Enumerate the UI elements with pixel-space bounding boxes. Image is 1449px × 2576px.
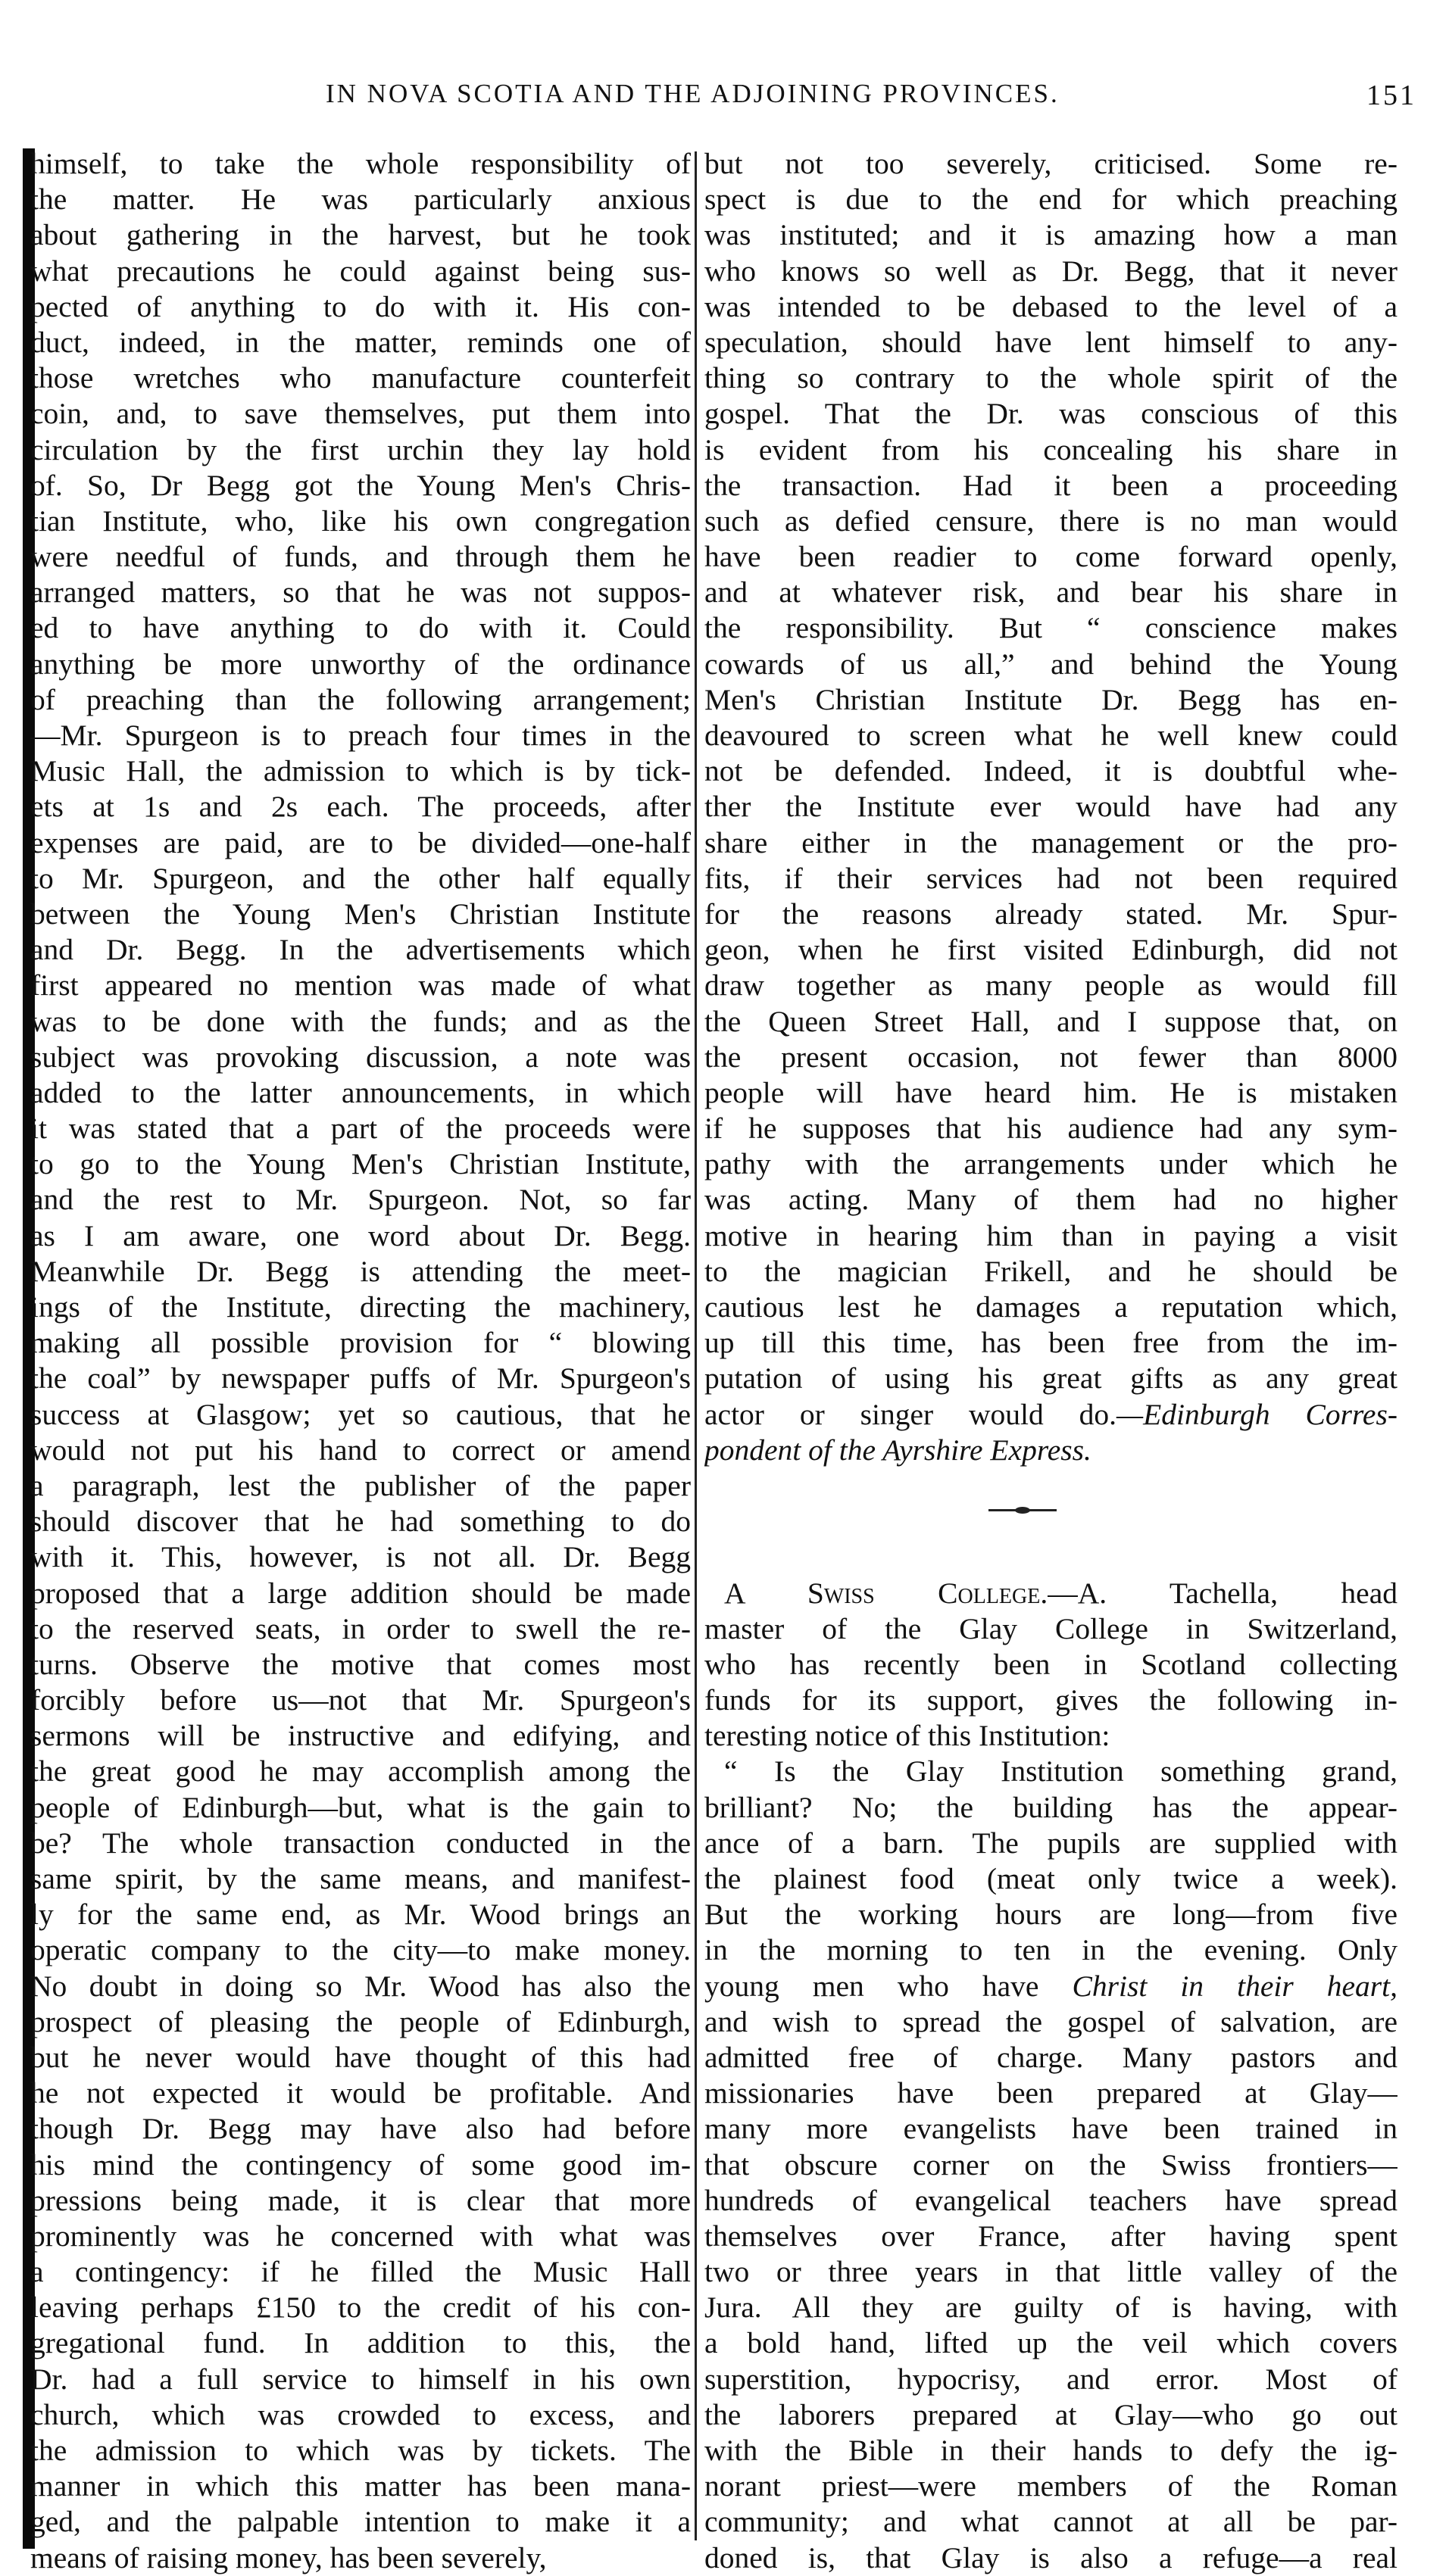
text-line: speculation, should have lent himself to any- — [704, 325, 1397, 359]
text-line: missionaries have been prepared at Glay— — [704, 2076, 1397, 2110]
text-line: forcibly before us—not that Mr. Spurgeon's — [30, 1683, 691, 1717]
text-line: “ Is the Glay Institution something grand, — [724, 1754, 1397, 1789]
text-line: who knows so well as Dr. Begg, that it never — [704, 254, 1397, 288]
text-line: the coal” by newspaper puffs of Mr. Spurgeon's — [30, 1361, 691, 1396]
text-line: admitted free of charge. Many pastors and — [704, 2040, 1397, 2074]
text-line: duct, indeed, in the matter, reminds one of — [30, 325, 691, 359]
text-line: motive in hearing him than in paying a visit — [704, 1218, 1397, 1252]
text-line: a paragraph, lest the publisher of the paper — [30, 1468, 691, 1502]
correspondent-signature: —Edinburgh Corres- — [1116, 1397, 1397, 1431]
text-line: as I am aware, one word about Dr. Begg. — [30, 1218, 691, 1252]
text-line: pathy with the arrangements under which he — [704, 1147, 1397, 1181]
text-line: though Dr. Begg may have also had before — [30, 2112, 691, 2146]
text-line: would not put his hand to correct or amend — [30, 1433, 691, 1467]
text-line — [704, 1576, 1397, 1611]
text-line: two or three years in that little valley of the — [704, 2255, 1397, 2289]
text-line: Meanwhile Dr. Begg is attending the meet- — [30, 1254, 691, 1288]
text-line: the matter. He was particularly anxious — [30, 182, 691, 217]
text-line: but not too severely, criticised. Some re- — [704, 147, 1397, 180]
text-line: and Dr. Begg. In the advertisements which — [30, 933, 691, 967]
text-line: to the magician Frikell, and he should be — [704, 1254, 1397, 1288]
text-line: But the working hours are long—from five — [704, 1898, 1397, 1932]
text-line: but he never would have thought of this had — [30, 2040, 691, 2074]
right-column — [704, 146, 1397, 2576]
text-line: he not expected it would be profitable. And — [30, 2076, 691, 2110]
text-line: same spirit, by the same means, and manifest- — [30, 1862, 691, 1895]
text-line: making all possible provision for “ blowing — [30, 1326, 691, 1360]
column-divider — [695, 151, 697, 2540]
text-line: manner in which this matter has been mana- — [30, 2469, 691, 2503]
text-line: that obscure corner on the Swiss frontiers— — [704, 2147, 1397, 2181]
text-line: the great good he may accomplish among the — [30, 1754, 691, 1789]
text-line: of. So, Dr Begg got the Young Men's Chris- — [30, 468, 691, 502]
correspondent-signature: pondent of the Ayrshire Express. — [704, 1433, 1091, 1467]
italic-phrase: Christ in their heart, — [1072, 1969, 1397, 2003]
text-line: up till this time, has been free from the im- — [704, 1326, 1397, 1360]
text-line: putation of using his great gifts as any great — [704, 1361, 1397, 1396]
text-line: people of Edinburgh—but, what is the gain to — [30, 1790, 691, 1824]
text-line: church, which was crowded to excess, and — [30, 2397, 691, 2431]
text-line: to the reserved seats, in order to swell the re- — [30, 1611, 691, 1645]
text-line: is evident from his concealing his share in — [704, 432, 1397, 466]
text-line: doned is, that Glay is also a refuge—a real — [704, 2540, 1397, 2574]
section-heading: A Swiss College. — [724, 1576, 1048, 1610]
text-line: draw together as many people as would fill — [704, 968, 1397, 1003]
text-line: between the Young Men's Christian Institute — [30, 897, 691, 931]
text-line: No doubt in doing so Mr. Wood has also the — [30, 1969, 691, 2003]
text-line — [704, 1397, 1397, 1433]
text-line: with the Bible in their hands to defy the ig- — [704, 2434, 1397, 2467]
text-line: Men's Christian Institute Dr. Begg has en- — [704, 682, 1397, 716]
text-line: prospect of pleasing the people of Edinburgh, — [30, 2004, 691, 2038]
text-line: pected of anything to do with it. His con- — [30, 289, 691, 323]
text-line: ance of a barn. The pupils are supplied with — [704, 1826, 1397, 1860]
text-line: hundreds of evangelical teachers have spread — [704, 2183, 1397, 2217]
text-line: was to be done with the funds; and as the — [30, 1004, 691, 1038]
text-line: subject was provoking discussion, a note was — [30, 1040, 691, 1074]
text-line: operatic company to the city—to make money. — [30, 1933, 691, 1967]
text-line: cowards of us all,” and behind the Young — [704, 647, 1397, 681]
text-line: was intended to be debased to the level of a — [704, 289, 1397, 323]
text-line: those wretches who manufacture counterfeit — [30, 361, 691, 395]
text-line: who has recently been in Scotland collecting — [704, 1647, 1397, 1681]
text-line: fits, if their services had not been required — [704, 861, 1397, 895]
text-line: ed to have anything to do with it. Could — [30, 611, 691, 645]
text-line: if he supposes that his audience had any sym- — [704, 1112, 1397, 1146]
text-line: community; and what cannot at all be par- — [704, 2505, 1397, 2539]
text-line: ings of the Institute, directing the machinery, — [30, 1290, 691, 1324]
text-line: arranged matters, so that he was not suppos- — [30, 575, 691, 610]
text-line: and the rest to Mr. Spurgeon. Not, so far — [30, 1183, 691, 1217]
text-line: the transaction. Had it been a proceeding — [704, 468, 1397, 502]
text-line: superstition, hypocrisy, and error. Most of — [704, 2362, 1397, 2396]
text-line: sermons will be instructive and edifying, and — [30, 1719, 691, 1753]
text-line: the Queen Street Hall, and I suppose that, on — [704, 1004, 1397, 1038]
text-line: and at whatever risk, and bear his share in — [704, 575, 1397, 610]
running-head — [30, 79, 1416, 124]
left-column — [30, 146, 691, 2576]
section-ornament — [988, 1507, 1057, 1513]
text-line: people will have heard him. He is mistaken — [704, 1075, 1397, 1109]
text-line: cautious lest he damages a reputation which, — [704, 1290, 1397, 1324]
text-line: expenses are paid, are to be divided—one-half — [30, 825, 691, 859]
text-line: proposed that a large addition should be made — [30, 1576, 691, 1610]
text-line: spect is due to the end for which preaching — [704, 182, 1397, 217]
text-line: ged, and the palpable intention to make it a — [30, 2505, 691, 2539]
text-line: first appeared no mention was made of what — [30, 968, 691, 1003]
text-line: his mind the contingency of some good im- — [30, 2147, 691, 2181]
text-line: deavoured to screen what he well knew could — [704, 719, 1397, 752]
text-line: funds for its support, gives the following in- — [704, 1683, 1397, 1717]
text-line: a bold hand, lifted up the veil which covers — [704, 2326, 1397, 2360]
text-line: for the reasons already stated. Mr. Spur- — [704, 897, 1397, 931]
text-run: —A. Tachella, head — [1048, 1576, 1397, 1610]
text-line — [704, 1969, 1397, 2004]
text-run: actor or singer would do. — [704, 1397, 1117, 1431]
text-line — [704, 1433, 1397, 1468]
text-line: norant priest—were members of the Roman — [704, 2469, 1397, 2503]
text-line: leaving perhaps £150 to the credit of his con- — [30, 2291, 691, 2325]
text-line: themselves over France, after having spent — [704, 2219, 1397, 2253]
text-line: should discover that he had something to do — [30, 1505, 691, 1539]
text-line: was instituted; and it is amazing how a man — [704, 218, 1397, 252]
spacer — [704, 1539, 1397, 1575]
text-line: the plainest food (meat only twice a week). — [704, 1862, 1397, 1895]
text-line: prominently was he concerned with what was — [30, 2219, 691, 2253]
text-line: means of raising money, has been severely, — [30, 2540, 547, 2574]
text-line: the admission to which was by tickets. The — [30, 2434, 691, 2467]
spacer — [704, 1468, 1397, 1504]
text-line: with it. This, however, is not all. Dr. Begg — [30, 1540, 691, 1574]
text-line: in the morning to ten in the evening. Only — [704, 1933, 1397, 1967]
text-line: geon, when he first visited Edinburgh, did not — [704, 933, 1397, 967]
text-line: master of the Glay College in Switzerland, — [704, 1611, 1397, 1645]
text-line: ther the Institute ever would have had any — [704, 790, 1397, 824]
text-line: Music Hall, the admission to which is by tick- — [30, 754, 691, 788]
text-line: turns. Observe the motive that comes most — [30, 1647, 691, 1681]
text-line: brilliant? No; the building has the appear- — [704, 1790, 1397, 1824]
text-line: gregational fund. In addition to this, the — [30, 2326, 691, 2360]
text-line: coin, and, to save themselves, put them into — [30, 397, 691, 431]
text-line: thing so contrary to the whole spirit of the — [704, 361, 1397, 395]
text-line: were needful of funds, and through them he — [30, 540, 691, 574]
text-line: —Mr. Spurgeon is to preach four times in the — [30, 719, 691, 752]
text-line: the present occasion, not fewer than 8000 — [704, 1040, 1397, 1074]
text-line: circulation by the first urchin they lay hold — [30, 432, 691, 466]
text-line: have been readier to come forward openly, — [704, 540, 1397, 574]
text-line: the laborers prepared at Glay—who go out — [704, 2397, 1397, 2431]
text-line: about gathering in the harvest, but he took — [30, 218, 691, 252]
text-line: to go to the Young Men's Christian Institute, — [30, 1147, 691, 1181]
text-line: gospel. That the Dr. was conscious of this — [704, 397, 1397, 431]
text-line: to Mr. Spurgeon, and the other half equally — [30, 861, 691, 895]
running-title: IN NOVA SCOTIA AND THE ADJOINING PROVINCES. — [326, 79, 1060, 108]
text-line: be? The whole transaction conducted in the — [30, 1826, 691, 1860]
text-line: the responsibility. But “ conscience makes — [704, 611, 1397, 645]
text-line: tian Institute, who, like his own congregation — [30, 504, 691, 538]
page-number: 151 — [1366, 80, 1416, 111]
text-line: a contingency: if he filled the Music Hall — [30, 2255, 691, 2289]
text-line: many more evangelists have been trained in — [704, 2112, 1397, 2146]
text-line: ly for the same end, as Mr. Wood brings an — [30, 1898, 691, 1932]
text-line: not be defended. Indeed, it is doubtful whe- — [704, 754, 1397, 788]
text-line: added to the latter announcements, in which — [30, 1075, 691, 1109]
text-line: such as defied censure, there is no man would — [704, 504, 1397, 538]
text-line: Dr. had a full service to himself in his own — [30, 2362, 691, 2396]
text-line: success at Glasgow; yet so cautious, that he — [30, 1397, 691, 1431]
text-line: Jura. All they are guilty of is having, with — [704, 2291, 1397, 2325]
text-line: of preaching than the following arrangement; — [30, 682, 691, 716]
text-line: pressions being made, it is clear that more — [30, 2183, 691, 2217]
text-line: and wish to spread the gospel of salvation, are — [704, 2004, 1397, 2038]
text-line: ets at 1s and 2s each. The proceeds, after — [30, 790, 691, 824]
text-line: it was stated that a part of the proceeds were — [30, 1112, 691, 1146]
text-line: was acting. Many of them had no higher — [704, 1183, 1397, 1217]
text-line: anything be more unworthy of the ordinance — [30, 647, 691, 681]
text-line: himself, to take the whole responsibility of — [30, 147, 691, 180]
text-run: young men who have — [704, 1969, 1073, 2003]
text-line: share either in the management or the pro- — [704, 825, 1397, 859]
text-line: what precautions he could against being sus- — [30, 254, 691, 288]
text-line: teresting notice of this Institution: — [704, 1719, 1110, 1753]
